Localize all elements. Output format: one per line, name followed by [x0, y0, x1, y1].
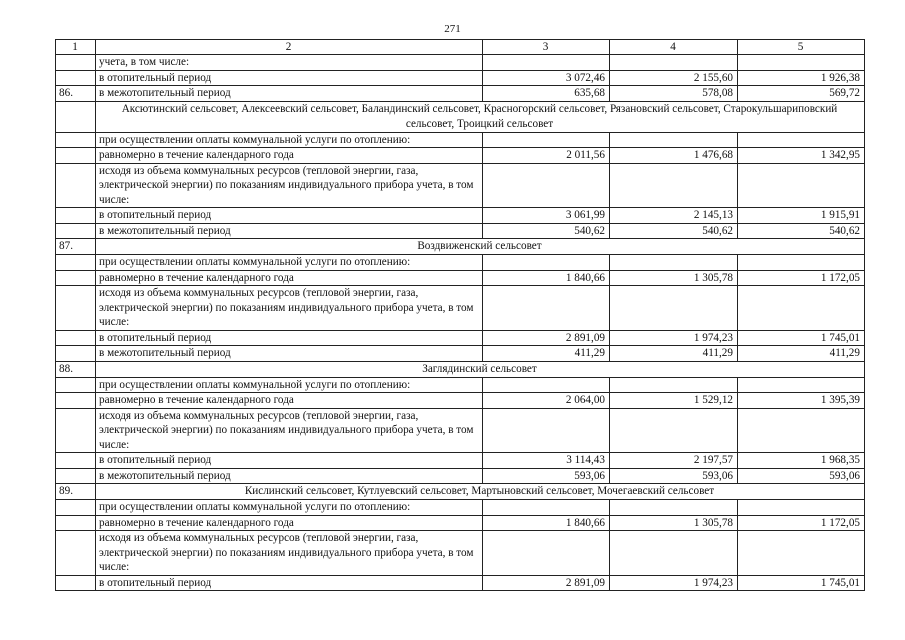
row-value-2 [610, 286, 738, 331]
row-value-1: 2 011,56 [483, 148, 610, 164]
table-row [56, 330, 865, 346]
row-value-1: 2 891,09 [483, 330, 610, 346]
header-cell-value-2: 4 [610, 40, 738, 55]
table-row [56, 86, 865, 102]
row-number [56, 468, 96, 484]
row-number [56, 575, 96, 591]
group-header-row [56, 101, 865, 132]
row-value-2: 1 529,12 [610, 393, 738, 409]
row-value-3: 1 395,39 [738, 393, 865, 409]
table-row [56, 70, 865, 86]
row-value-1 [483, 408, 610, 453]
row-value-3: 411,29 [738, 346, 865, 362]
row-number: 86. [56, 86, 96, 102]
row-value-2: 593,06 [610, 468, 738, 484]
row-description: в отопительный период [96, 453, 483, 469]
row-value-1 [483, 132, 610, 148]
group-title: Воздвиженский сельсовет [96, 239, 865, 255]
table-row [56, 270, 865, 286]
row-description: равномерно в течение календарного года [96, 148, 483, 164]
group-header-row [56, 239, 865, 255]
tariff-table [55, 39, 865, 591]
row-number [56, 515, 96, 531]
row-value-3: 593,06 [738, 468, 865, 484]
row-description: в отопительный период [96, 575, 483, 591]
row-number [56, 148, 96, 164]
header-cell-value-3: 5 [738, 40, 865, 55]
row-value-2 [610, 377, 738, 393]
row-number: 87. [56, 239, 96, 255]
row-value-2: 1 476,68 [610, 148, 738, 164]
row-value-1 [483, 55, 610, 71]
row-value-3: 1 172,05 [738, 515, 865, 531]
header-cell-description: 2 [96, 40, 483, 55]
table-row [56, 255, 865, 271]
row-value-1 [483, 255, 610, 271]
row-value-3 [738, 377, 865, 393]
table-row [56, 408, 865, 453]
table-row [56, 346, 865, 362]
row-number [56, 377, 96, 393]
header-cell-number: 1 [56, 40, 96, 55]
table-row [56, 515, 865, 531]
row-value-1 [483, 163, 610, 208]
row-value-2 [610, 55, 738, 71]
row-description: при осуществлении оплаты коммунальной услуги по отоплению: [96, 255, 483, 271]
table-row [56, 468, 865, 484]
group-title: Кислинский сельсовет, Кутлуевский сельсовет, Мартыновский сельсовет, Мочегаевский сельсовет [96, 484, 865, 500]
table-row [56, 453, 865, 469]
row-value-1: 3 061,99 [483, 208, 610, 224]
row-number [56, 208, 96, 224]
row-description: в межотопительный период [96, 223, 483, 239]
row-value-3: 1 745,01 [738, 575, 865, 591]
row-description: в межотопительный период [96, 346, 483, 362]
row-value-3 [738, 531, 865, 576]
row-value-3: 1 915,91 [738, 208, 865, 224]
row-value-1 [483, 531, 610, 576]
row-value-1: 3 114,43 [483, 453, 610, 469]
row-description: в отопительный период [96, 208, 483, 224]
row-value-3: 540,62 [738, 223, 865, 239]
row-description: при осуществлении оплаты коммунальной услуги по отоплению: [96, 500, 483, 516]
row-description: равномерно в течение календарного года [96, 393, 483, 409]
row-value-2 [610, 132, 738, 148]
row-description: исходя из объема коммунальных ресурсов (тепловой энергии, газа, электрической энергии) по показаниям индивидуального прибора учета, в том числе: [96, 531, 483, 576]
table-header-row [56, 40, 865, 55]
row-value-3 [738, 55, 865, 71]
row-value-2: 2 197,57 [610, 453, 738, 469]
row-value-3: 1 926,38 [738, 70, 865, 86]
row-number [56, 101, 96, 132]
row-value-2 [610, 500, 738, 516]
row-value-2: 2 155,60 [610, 70, 738, 86]
row-value-2 [610, 408, 738, 453]
row-number [56, 531, 96, 576]
row-value-1: 2 064,00 [483, 393, 610, 409]
row-description: в отопительный период [96, 70, 483, 86]
table-row [56, 55, 865, 71]
row-value-3 [738, 132, 865, 148]
table-row [56, 500, 865, 516]
row-description: при осуществлении оплаты коммунальной услуги по отоплению: [96, 377, 483, 393]
row-description: в межотопительный период [96, 468, 483, 484]
row-description: при осуществлении оплаты коммунальной услуги по отоплению: [96, 132, 483, 148]
row-value-1: 1 840,66 [483, 270, 610, 286]
row-value-3 [738, 286, 865, 331]
row-value-2: 1 974,23 [610, 575, 738, 591]
row-value-2: 1 974,23 [610, 330, 738, 346]
row-number [56, 393, 96, 409]
row-value-3: 1 968,35 [738, 453, 865, 469]
row-value-2 [610, 531, 738, 576]
row-value-1 [483, 286, 610, 331]
table-row [56, 531, 865, 576]
table-row [56, 286, 865, 331]
table-row [56, 393, 865, 409]
row-value-3 [738, 163, 865, 208]
row-value-3 [738, 500, 865, 516]
row-value-2: 1 305,78 [610, 515, 738, 531]
row-value-1 [483, 500, 610, 516]
row-value-2 [610, 163, 738, 208]
table-row [56, 148, 865, 164]
row-value-3: 1 172,05 [738, 270, 865, 286]
row-number [56, 70, 96, 86]
row-description: исходя из объема коммунальных ресурсов (тепловой энергии, газа, электрической энергии) по показаниям индивидуального прибора учета, в том числе: [96, 408, 483, 453]
row-value-3: 569,72 [738, 86, 865, 102]
row-value-2 [610, 255, 738, 271]
group-title: Аксютинский сельсовет, Алексеевский сельсовет, Баландинский сельсовет, Красногорский сельсовет, Рязановский сельсовет, Старокульшариповский сельсовет, Троицкий сельсовет [96, 101, 865, 132]
row-number [56, 330, 96, 346]
row-description: равномерно в течение календарного года [96, 515, 483, 531]
group-header-row [56, 361, 865, 377]
page-number: 271 [444, 23, 461, 35]
row-value-2: 578,08 [610, 86, 738, 102]
row-description: равномерно в течение календарного года [96, 270, 483, 286]
row-description: в межотопительный период [96, 86, 483, 102]
row-value-1: 540,62 [483, 223, 610, 239]
row-value-3: 1 745,01 [738, 330, 865, 346]
row-value-1: 411,29 [483, 346, 610, 362]
row-number [56, 163, 96, 208]
table-row [56, 575, 865, 591]
row-value-1: 3 072,46 [483, 70, 610, 86]
table-row [56, 208, 865, 224]
table-row [56, 223, 865, 239]
row-value-3 [738, 408, 865, 453]
row-number: 89. [56, 484, 96, 500]
row-value-2: 411,29 [610, 346, 738, 362]
row-number: 88. [56, 361, 96, 377]
row-number [56, 346, 96, 362]
row-value-1: 635,68 [483, 86, 610, 102]
row-value-2: 540,62 [610, 223, 738, 239]
row-value-3 [738, 255, 865, 271]
row-description: исходя из объема коммунальных ресурсов (тепловой энергии, газа, электрической энергии) по показаниям индивидуального прибора учета, в том числе: [96, 286, 483, 331]
row-value-1: 2 891,09 [483, 575, 610, 591]
group-title: Заглядинский сельсовет [96, 361, 865, 377]
row-number [56, 408, 96, 453]
table-row [56, 163, 865, 208]
table-row [56, 132, 865, 148]
row-number [56, 55, 96, 71]
row-value-3: 1 342,95 [738, 148, 865, 164]
group-header-row [56, 484, 865, 500]
row-value-2: 1 305,78 [610, 270, 738, 286]
row-number [56, 223, 96, 239]
row-value-1 [483, 377, 610, 393]
row-description: учета, в том числе: [96, 55, 483, 71]
header-cell-value-1: 3 [483, 40, 610, 55]
row-number [56, 453, 96, 469]
row-value-2: 2 145,13 [610, 208, 738, 224]
tariff-table-body [56, 40, 865, 591]
row-value-1: 1 840,66 [483, 515, 610, 531]
row-number [56, 500, 96, 516]
row-value-1: 593,06 [483, 468, 610, 484]
row-description: в отопительный период [96, 330, 483, 346]
row-number [56, 286, 96, 331]
row-number [56, 132, 96, 148]
table-row [56, 377, 865, 393]
row-description: исходя из объема коммунальных ресурсов (тепловой энергии, газа, электрической энергии) по показаниям индивидуального прибора учета, в том числе: [96, 163, 483, 208]
row-number [56, 255, 96, 271]
row-number [56, 270, 96, 286]
